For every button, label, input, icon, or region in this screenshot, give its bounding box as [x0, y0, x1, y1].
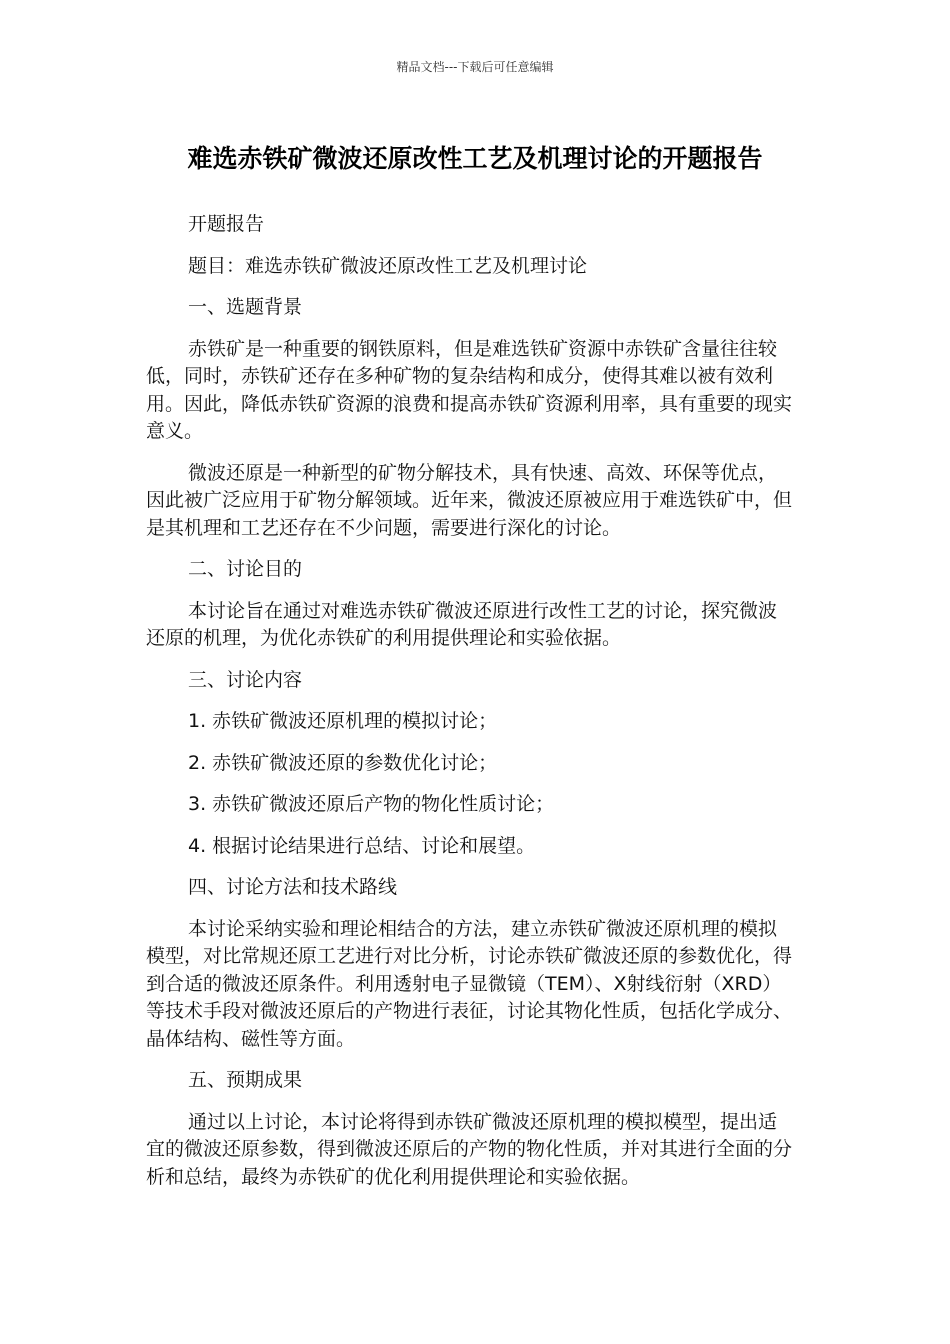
section-heading-methods: 四、讨论方法和技术路线 [188, 876, 398, 898]
paragraph-background-2: 微波还原是一种新型的矿物分解技术，具有快速、高效、环保等优点，因此被广泛应用于矿物分解领域。近年来，微波还原被应用于难选铁矿中，但是其机理和工艺还存在不少问题，需要进行深化的讨论。 [146, 461, 793, 539]
document-title: 难选赤铁矿微波还原改性工艺及机理讨论的开题报告 [187, 144, 763, 173]
paragraph-methods: 本讨论采纳实验和理论相结合的方法，建立赤铁矿微波还原机理的模拟模型，对比常规还原工艺进行对比分析，讨论赤铁矿微波还原的参数优化，得到合适的微波还原条件。利用透射电子显微镜（TEM）、X射线衍射（XRD）等技术手段对微波还原后的产物进行表征，讨论其物化性质，包括化学成分、晶体结构、磁性等方面。 [146, 917, 793, 1050]
section-heading-content: 三、讨论内容 [188, 668, 303, 691]
section-heading-background: 一、选题背景 [188, 296, 303, 318]
document-body [146, 211, 794, 1205]
paragraph-report-label: 开题报告 [188, 213, 265, 235]
list-item-content-1: 1. 赤铁矿微波还原机理的模拟讨论； [188, 710, 498, 732]
list-item-content-4: 4. 根据讨论结果进行总结、讨论和展望。 [188, 834, 536, 857]
list-item-content-3: 3. 赤铁矿微波还原后产物的物化性质讨论； [188, 793, 555, 815]
paragraph-topic: 题目：难选赤铁矿微波还原改性工艺及机理讨论 [188, 254, 588, 277]
section-heading-outcomes: 五、预期成果 [188, 1069, 303, 1091]
paragraph-background-1: 赤铁矿是一种重要的钢铁原料，但是难选铁矿资源中赤铁矿含量往往较低，同时，赤铁矿还存在多种矿物的复杂结构和成分，使得其难以被有效利用。因此，降低赤铁矿资源的浪费和提高赤铁矿资源利用率，具有重要的现实意义。 [146, 337, 793, 442]
paragraph-outcomes: 通过以上讨论，本讨论将得到赤铁矿微波还原机理的模拟模型，提出适宜的微波还原参数，得到微波还原后的产物的物化性质，并对其进行全面的分析和总结，最终为赤铁矿的优化利用提供理论和实验依据。 [146, 1110, 793, 1188]
list-item-content-2: 2. 赤铁矿微波还原的参数优化讨论； [188, 751, 498, 774]
section-heading-purpose: 二、讨论目的 [188, 558, 303, 580]
header-note: 精品文档---下载后可任意编辑 [396, 60, 554, 74]
paragraph-purpose: 本讨论旨在通过对难选赤铁矿微波还原进行改性工艺的讨论，探究微波还原的机理，为优化赤铁矿的利用提供理论和实验依据。 [146, 599, 778, 649]
